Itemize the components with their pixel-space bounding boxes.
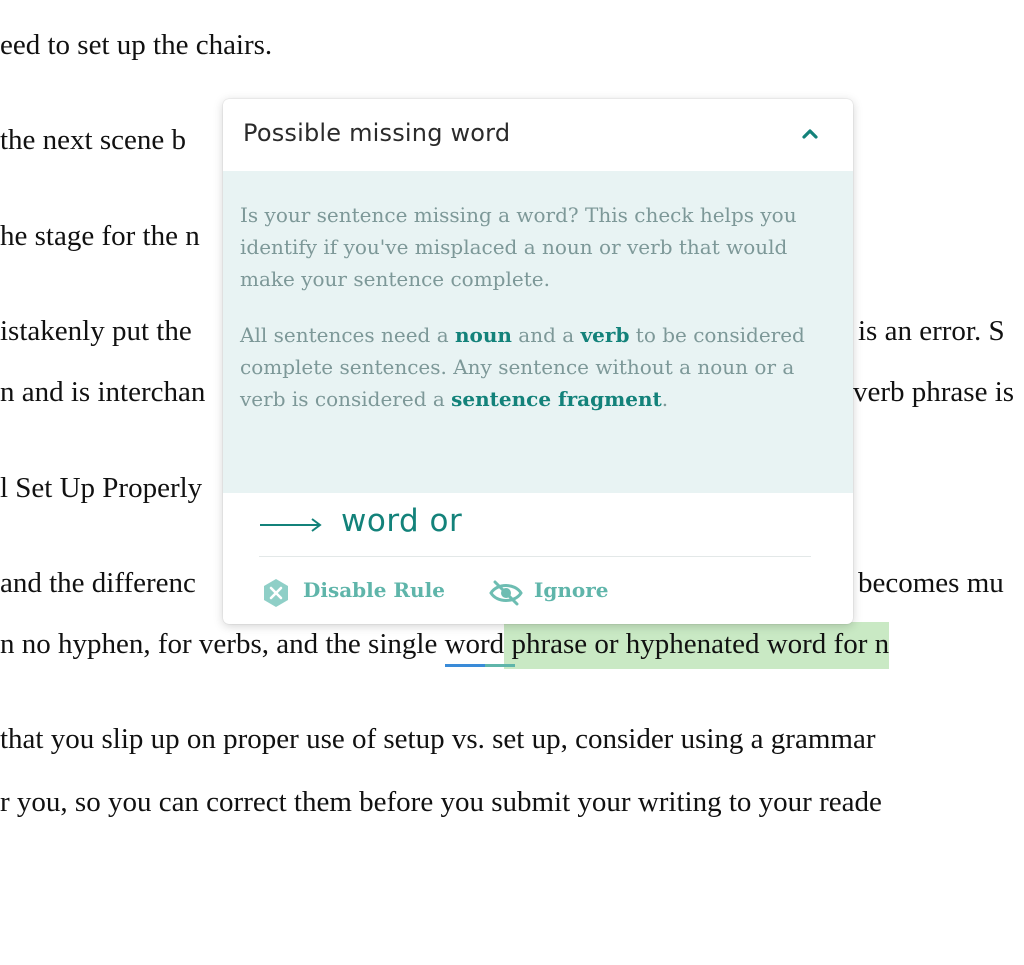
explanation-paragraph-2: [240, 319, 825, 415]
doc-text: n no hyphen, for verbs, and the single: [0, 628, 445, 660]
arrow-right-icon: [259, 513, 323, 537]
error-underline-teal: [485, 664, 515, 667]
doc-text: l Set Up Properly: [0, 472, 203, 504]
term-sentence-fragment: sentence fragment: [451, 387, 662, 411]
doc-line-8: [0, 626, 889, 662]
popup-title: Possible missing word: [243, 119, 511, 147]
suggestion-popup: [223, 99, 853, 624]
doc-text: is an error. S: [858, 315, 1005, 347]
explanation-paragraph-1: Is your sentence missing a word? This check helps you identify if you've misplaced a noun or verb that would make your sentence complete.: [240, 203, 797, 291]
chevron-up-icon[interactable]: [797, 121, 823, 147]
suggestion-text: word or: [341, 503, 463, 539]
explanation-text: to be considered complete sentences. Any sentence without a noun or a verb is considered a: [240, 323, 805, 411]
doc-line-7: [0, 565, 196, 601]
highlighted-text: phrase or hyphenated word for n: [504, 622, 889, 669]
doc-text: the next scene b: [0, 124, 187, 156]
doc-text: he stage for the n: [0, 220, 200, 252]
term-noun: noun: [454, 323, 512, 347]
doc-text: n and is interchan: [0, 376, 206, 408]
flagged-word[interactable]: [445, 628, 505, 660]
doc-line-5b: [853, 374, 1014, 410]
doc-line-3: [0, 218, 200, 254]
doc-line-10: [0, 784, 882, 820]
doc-text: r you, so you can correct them before you submit your writing to your reade: [0, 786, 882, 818]
doc-text: becomes mu: [858, 567, 1004, 599]
rule-explanation: [223, 171, 853, 493]
explanation-text: All sentences need a: [240, 323, 455, 347]
doc-text: istakenly put the: [0, 315, 192, 347]
doc-line-4: [0, 313, 192, 349]
doc-text: that you slip up on proper use of setup vs. set up, consider using a grammar: [0, 723, 876, 755]
eye-off-icon: [489, 578, 523, 608]
explanation-text: .: [661, 387, 669, 411]
explanation-text: and a: [511, 323, 581, 347]
doc-line-4b: [858, 313, 1005, 349]
flagged-word-text: word: [444, 628, 505, 660]
popup-header[interactable]: [223, 99, 853, 171]
doc-heading: [0, 470, 202, 506]
doc-text: eed to set up the chairs.: [0, 29, 273, 61]
doc-text: and the differenc: [0, 567, 196, 599]
term-verb: verb: [580, 323, 630, 347]
disable-rule-label: Disable Rule: [303, 578, 445, 602]
doc-line-9: [0, 721, 875, 757]
ignore-label: Ignore: [534, 578, 609, 602]
doc-line-1: [0, 27, 272, 63]
error-underline: [445, 664, 485, 667]
divider: [259, 556, 811, 557]
suggestion-replacement[interactable]: [223, 493, 853, 557]
doc-line-5: [0, 374, 205, 410]
doc-line-2: [0, 122, 186, 158]
doc-line-7b: [858, 565, 1004, 601]
x-circle-icon: [261, 578, 291, 608]
doc-text: verb phrase is: [853, 376, 1015, 408]
ignore-button[interactable]: [489, 574, 609, 610]
disable-rule-button[interactable]: [261, 574, 445, 610]
